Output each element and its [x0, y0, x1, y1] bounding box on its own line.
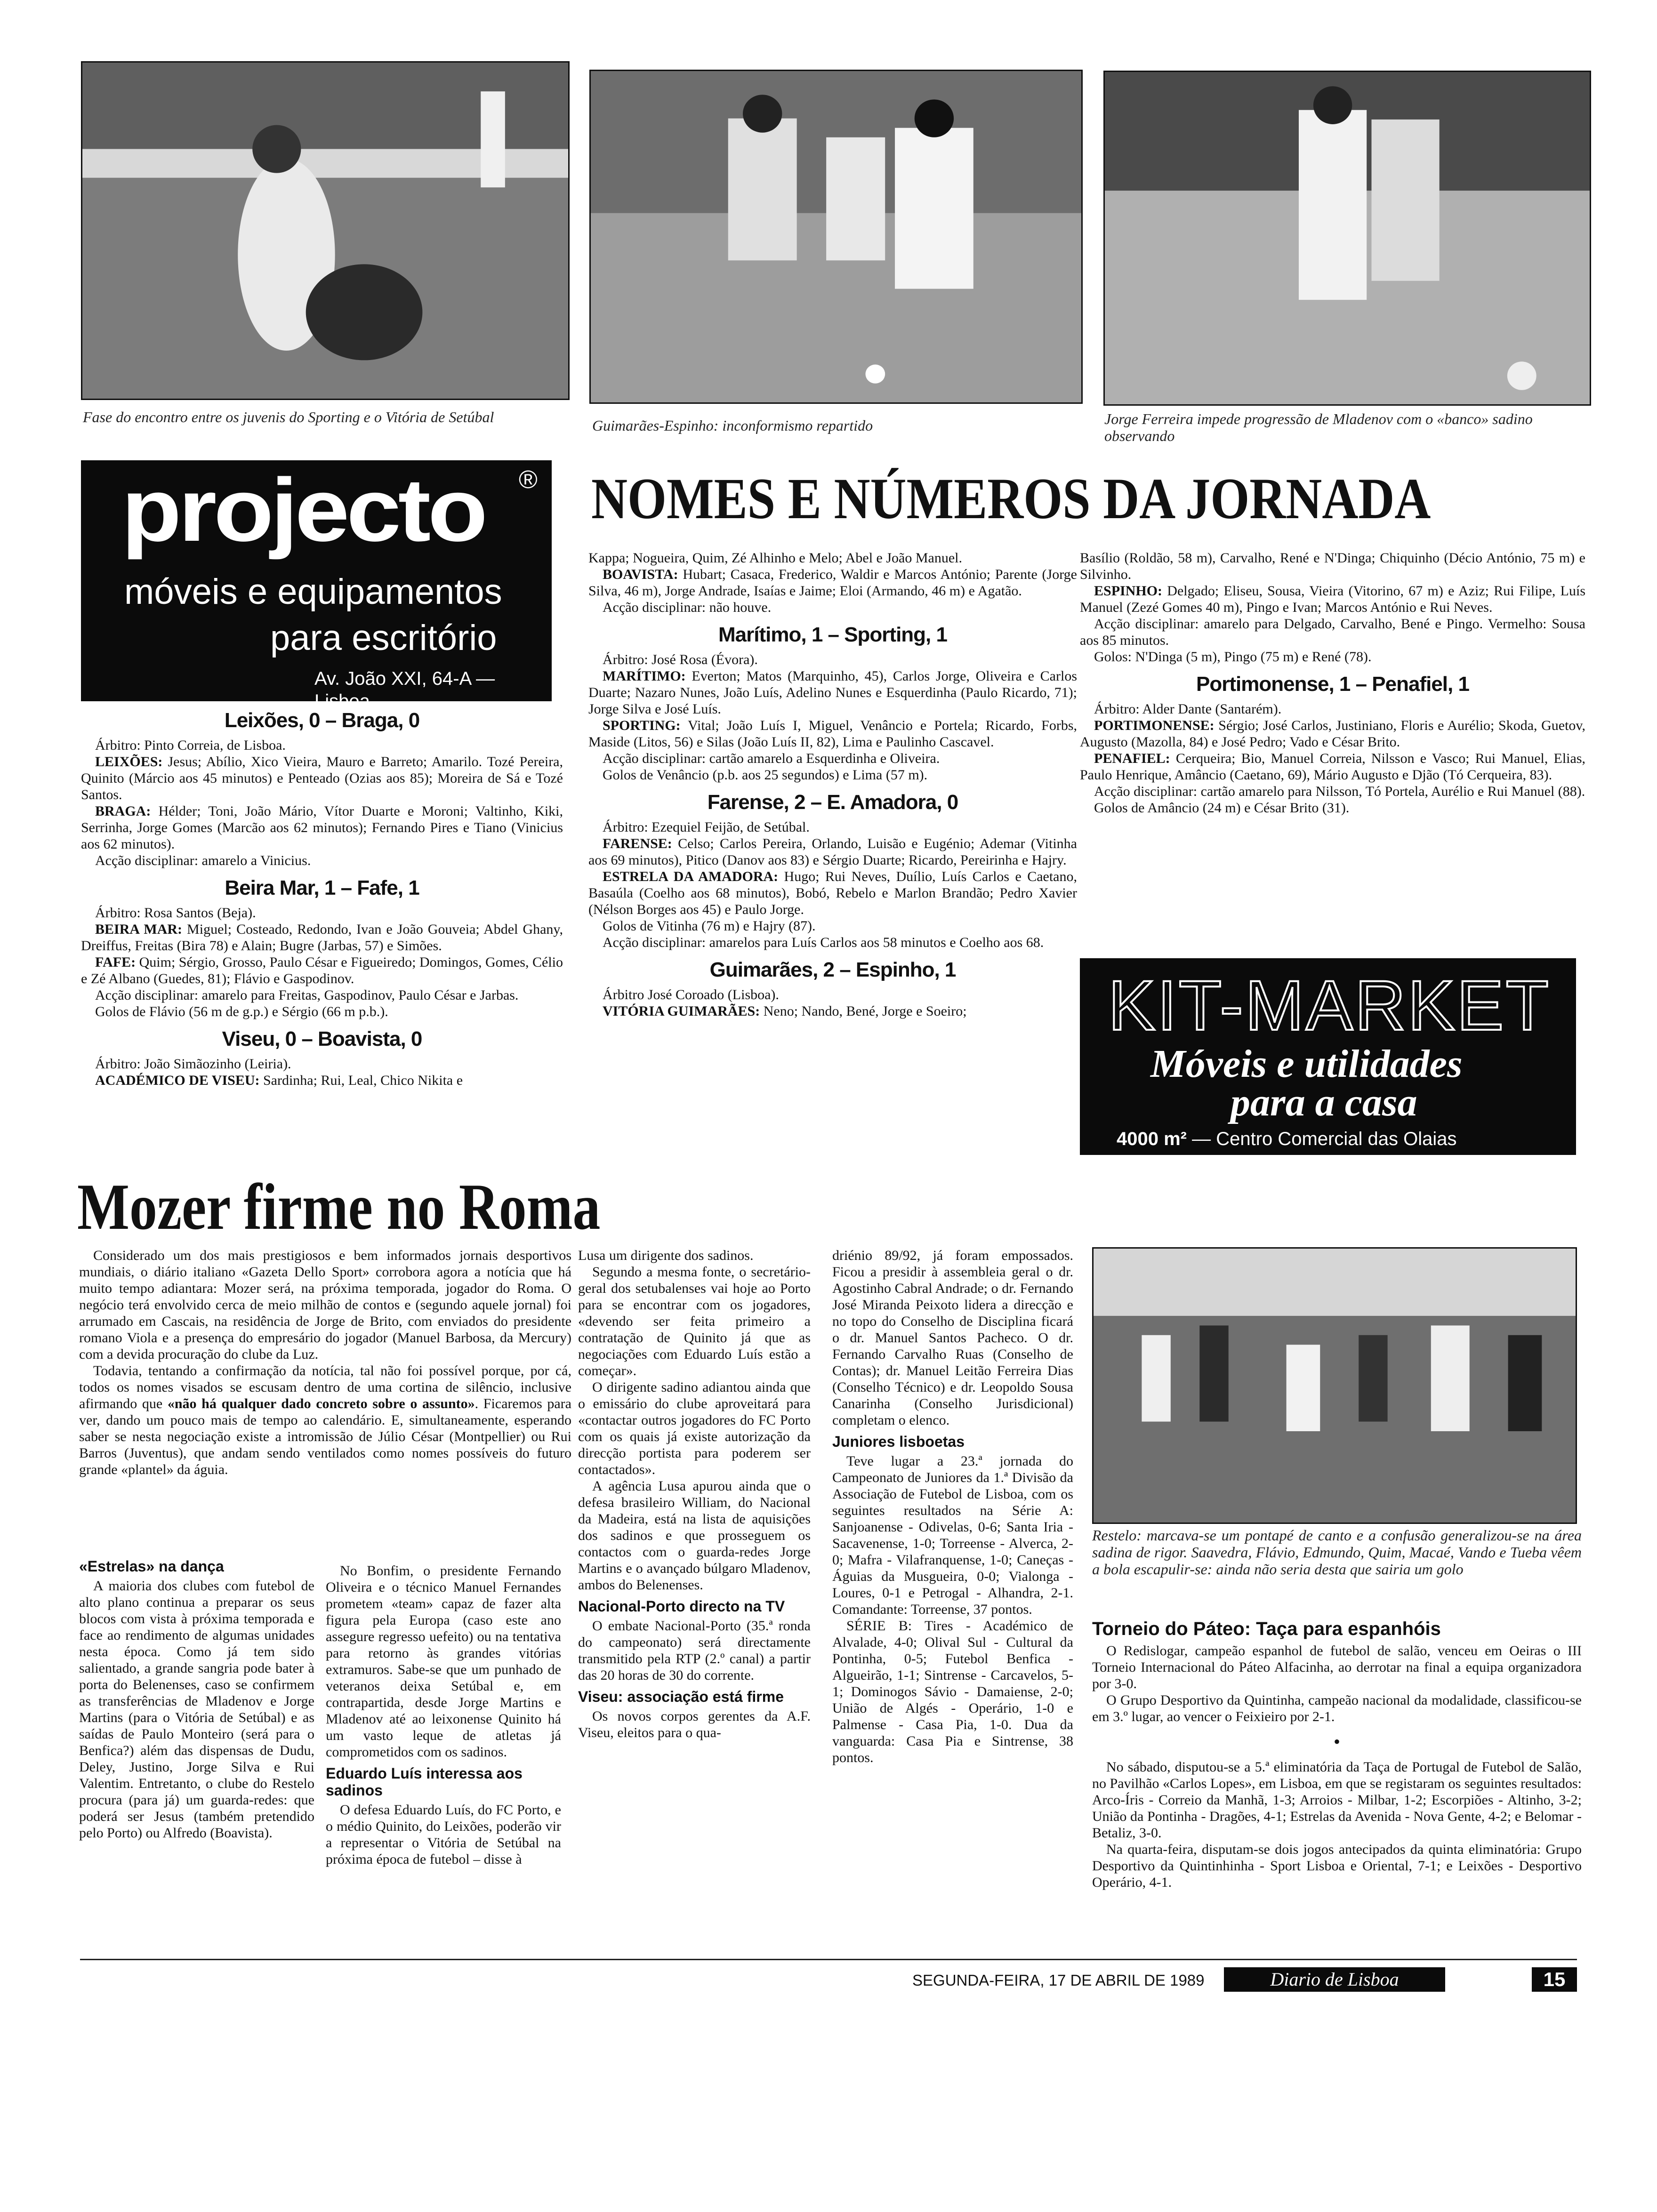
pateo-head: Torneio do Páteo: Taça para espanhóis — [1092, 1619, 1441, 1639]
match-maritimo-sporting: Marítimo, 1 – Sporting, 1 — [718, 623, 947, 646]
match-farense-amadora: Farense, 2 – E. Amadora, 0 — [707, 791, 958, 814]
nacional-head: Nacional-Porto directo na TV — [578, 1598, 785, 1615]
match-guimaraes-espinho: Guimarães, 2 – Espinho, 1 — [709, 958, 956, 981]
lineup-continued: Basílio (Roldão, 58 m), Carvalho, René e N'Dinga; Chiquinho (Décio António, 75 m) e Silvinho. — [1080, 550, 1585, 582]
estrelas-head: «Estrelas» na dança — [79, 1558, 224, 1575]
team-lineup: ESPINHO: Delgado; Eliseu, Sousa, Vieira (Vitorino, 67 m) e Aziz; Rui Filipe, Luís Manuel (Zezé Gomes 40 m), Pingo e Ivan; Marcos António e Rui Neves. — [1080, 583, 1585, 615]
eduardo-head: Eduardo Luís interessa aos sadinos — [326, 1765, 523, 1799]
ad-projecto-line2: para escritório — [270, 618, 497, 658]
photo-restelo — [1092, 1247, 1577, 1524]
mozer-col-a: «Estrelas» na dança A maioria dos clubes com futebol de alto plano continua a preparar os seus blocos com vista à próxima temporada e face ao rendimento de algumas unidades nesta época. Como já tem sido salientado, a grande sangria pode bater à porta do Belenenses, caso se confirmem as transferências de Mladenov e Jorge Martins (para o Vitória de Setúbal) e as saídas de Paulo Monteiro (será para o Benfica?) além das dispensas de Dudu, Deley, Justino, Jorge Silva e Rui Valentim. Entretanto, o clube do Restelo procura (para já) um guarda-redes: que poderá ser Jesus (também pretendido pelo Porto) ou Alfredo (Boavista). — [79, 1558, 314, 1841]
referee: Árbitro José Coroado (Lisboa). — [603, 987, 779, 1002]
team-lineup: LEIXÕES: Jesus; Abílio, Xico Vieira, Mauro e Barreto; Amarilo. Tozé Pereira, Quinito (Márcio aos 45 minutos) e Penteado (Ozias aos 85); Moreira de Sá e Tozé Santos. — [81, 754, 563, 802]
footer-rule — [80, 1959, 1577, 1960]
goals: Golos de Flávio (56 m de g.p.) e Sérgio (66 m p.b.). — [95, 1004, 388, 1019]
footer-paper: Diario de Lisboa — [1224, 1967, 1445, 1992]
team-lineup: PORTIMONENSE: Sérgio; José Carlos, Justiniano, Floris e Aurélio; Skoda, Guetov, Augusto (Mazolla, 84) e José Pedro; Vado e César Brito. — [1080, 718, 1585, 750]
team-lineup: ACADÉMICO DE VISEU: Sardinha; Rui, Leal, Chico Nikita e — [95, 1073, 463, 1088]
ad-kit-logo: KIT-MARKET — [1108, 966, 1551, 1045]
mozer-col-b: No Bonfim, o presidente Fernando Oliveira e o técnico Manuel Fernandes prometem «team» capaz de fazer alta figura pela Europa (caso este ano assegure regresso uefeito) ou na tentativa para retorno às grandes vitórias extramuros. Sabe-se que um punhado de veteranos deixa Setúbal e, em contrapartida, desde Jorge Martins e Mladenov até ao leixonense Quinito há um vasto leque de atletas já comprometidos com os sadinos. Eduardo Luís interessa aos sadinos O defesa Eduardo Luís, do FC Porto, e o médio Quinito, do Leixões, poderão vir a representar o Vitória de Setúbal na próxima época de futebol – disse à — [326, 1563, 561, 1867]
team-lineup: FAFE: Quim; Sérgio, Grosso, Paulo César e Figueiredo; Domingos, Gomes, Célio e Zé Albano (Guedes, 81); Flávio e Gaspodinov. — [81, 954, 563, 986]
photo-caption-2: Guimarães-Espinho: inconformismo repartido — [592, 417, 873, 434]
ad-kit-tagline-1: Móveis e utilidades — [1150, 1042, 1463, 1086]
photo-caption-restelo: Restelo: marcava-se um pontapé de canto e a confusão generalizou-se na área sadina de rigor. Saavedra, Flávio, Edmundo, Quim, Macaé, Vando e Tueba vêem a bola escapulir-se: ainda não seria desta que sairia um golo — [1092, 1527, 1582, 1578]
match-portimonense-penafiel: Portimonense, 1 – Penafiel, 1 — [1196, 673, 1469, 696]
team-lineup: VITÓRIA GUIMARÃES: Neno; Nando, Bené, Jorge e Soeiro; — [603, 1003, 967, 1019]
photo-guimaraes-espinho — [589, 70, 1083, 404]
team-lineup: PENAFIEL: Cerqueira; Bio, Manuel Correia, Nilsson e Vasco; Rui Manuel, Elias, Paulo Henrique, Amâncio (Caetano, 69), Mário Augusto e Djão (Tó Cerqueira, 83). — [1080, 751, 1585, 783]
ad-projecto-logo: projecto — [121, 460, 485, 560]
match-viseu-boavista: Viseu, 0 – Boavista, 0 — [222, 1027, 422, 1050]
discipline: Acção disciplinar: não houve. — [603, 600, 772, 615]
team-lineup: FARENSE: Celso; Carlos Pereira, Orlando, Luisão e Eugénio; Ademar (Vitinha aos 69 minutos), Pitico (Danov aos 83) e Sérgio Duarte; Ricardo, Pereirinha e Hajry. — [588, 836, 1077, 868]
match-leixoes-braga: Leixões, 0 – Braga, 0 — [224, 709, 420, 732]
photo-jorge-ferreira — [1103, 71, 1591, 406]
discipline: Acção disciplinar: amarelo a Vinicius. — [95, 853, 311, 868]
ad-kit-footer: 4000 m² — Centro Comercial das Olaias — [1117, 1129, 1457, 1149]
ad-projecto-reg: ® — [519, 465, 538, 494]
juniores-head: Juniores lisboetas — [832, 1433, 965, 1450]
photo-juvenis — [81, 61, 570, 400]
jornada-headline: NOMES E NÚMEROS DA JORNADA — [591, 466, 1431, 531]
referee: Árbitro: Pinto Correia, de Lisboa. — [95, 737, 286, 753]
jornada-col-2 — [588, 550, 1077, 1019]
footer-page-number: 15 — [1532, 1967, 1577, 1992]
ad-projecto — [81, 460, 552, 712]
discipline: Acção disciplinar: cartão amarelo a Esquerdinha e Oliveira. — [603, 751, 940, 766]
referee: Árbitro: Alder Dante (Santarém). — [1094, 701, 1282, 717]
goals: Golos de Vitinha (76 m) e Hajry (87). — [603, 918, 816, 934]
bullet: • — [1333, 1731, 1340, 1752]
mozer-col-d: driénio 89/92, já foram empossados. Ficou a presidir à assembleia geral o dr. Agostinho Cabral Andrade; o dr. Fernando José Miranda Peixoto lidera a direcção e no topo do Conselho de Disciplina ficará o dr. Manuel Santos Pacheco. O dr. Fernando Carvalho Ruas (Conselho de Contas); dr. Manuel Leitão Ferreira Dias (Conselho Técnico) e dr. Leopoldo Sousa Canarinha (Conselho Jurisdicional) completam o elenco. Juniores lisboetas Teve lugar a 23.ª jornada do Campeonato de Juniores da 1.ª Divisão da Associação de Futebol de Lisboa, com os seguintes resultados na Série A: Sanjoanense - Odivelas, 0-6; Santa Iria - Sacavenense, 1-0; Torreense - Alverca, 2-0; Mafra - Vilafranquense, 1-0; Caneças - Águias da Musgueira, 0-0; Vialonga - Loures, 0-1 e Petrogal - Alhandra, 2-1. Comandante: Torreense, 37 pontos. SÉRIE B: Tires - Académico de Alvalade, 4-0; Olival Sul - Cultural da Pontinha, 0-5; Futebol Benfica - Algueirão, 1-1; Sintrense - Carcavelos, 5-1; Dominogos Sávio - Damaiense, 2-0; União de Algés - Operário, 1-0 e Palmense - Casa Pia, 1-0. Dua da vanguarda: Casa Pia e Sintrense, 38 pontos. — [832, 1248, 1073, 1765]
ad-projecto-line1: móveis e equipamentos — [124, 572, 502, 612]
mozer-intro: Considerado um dos mais prestigiosos e bem informados jornais desportivos mundiais, o diário italiano «Gazeta Dello Sport» corrobora agora a notícia que há muito tempo adiantara: Mozer será, na próxima temporada, jogador do Roma. O negócio terá envolvido cerca de meio milhão de contos e (segundo aquele jornal) foi arrumado em Cascais, na residência de Jorge de Brito, com enviados do presidente romano Viola e a presença do empresário do jogador (Manuel Barbosa, da Mercury) com a devida procuração do clube da Luz. Todavia, tentando a confirmação da notícia, tal não foi possível porque, por cá, todos os nomes visados se escusam dentro de uma cortina de silêncio, inclusive afirmando que «não há qualquer dado concreto sobre o assunto». Ficaremos para ver, dando um pouco mais de tempo ao calendário. E, simultaneamente, esperando saber se nesta negociação existe a intromissão de Júlio César (Montpellier) ou Rui Barros (Juventus), que andam sendo ventilados como nomes possíveis do futuro grande «plantel» da águia. — [79, 1248, 571, 1477]
lineup-continued: Kappa; Nogueira, Quim, Zé Alhinho e Melo; Abel e João Manuel. — [588, 550, 962, 566]
ad-kit-market — [1080, 958, 1576, 1155]
footer-date: SEGUNDA-FEIRA, 17 DE ABRIL DE 1989 — [912, 1972, 1205, 1989]
referee: Árbitro: Rosa Santos (Beja). — [95, 905, 256, 921]
photo-caption-3: Jorge Ferreira impede progressão de Mladenov com o «banco» sadino observando — [1104, 410, 1533, 444]
team-lineup: SPORTING: Vital; João Luís I, Miguel, Venâncio e Portela; Ricardo, Forbs, Maside (Litos, 56) e Silas (João Luís II, 82), Lima e Paulinho Cascavel. — [588, 718, 1077, 750]
mozer-headline: Mozer firme no Roma — [77, 1170, 601, 1243]
team-lineup: ESTRELA DA AMADORA: Hugo; Rui Neves, Duílio, Luís Carlos e Caetano, Basaúla (Coelho aos 68 minutos), Bobó, Rebelo e Marlon Brandão; Pedro Xavier (Nélson Borges aos 45) e Paulo Jorge. — [588, 869, 1077, 917]
match-beira-fafe: Beira Mar, 1 – Fafe, 1 — [225, 876, 419, 899]
team-lineup: MARÍTIMO: Everton; Matos (Marquinho, 45), Carlos Jorge, Oliveira e Carlos Duarte; Nazaro Nunes, João Luís, Adelino Nunes e Esquerdinha (Paulo Ricardo, 71); Jorge Silva e José Luís. — [588, 668, 1077, 717]
viseu-head: Viseu: associação está firme — [578, 1688, 784, 1705]
goals: Golos de Amâncio (24 m) e César Brito (31). — [1094, 800, 1350, 816]
jornada-col-3 — [1080, 550, 1585, 816]
mozer-col-c: Lusa um dirigente dos sadinos. Segundo a mesma fonte, o secretário-geral dos setubalenses vai hoje ao Porto para se encontrar com os jogadores, «devendo ser feita primeiro a contratação de Quinito já que as negociações com Eduardo Luís estão a começar». O dirigente sadino adiantou ainda que o emissário do clube aproveitará para «contactar outros jogadores do FC Porto com os quais já existe autorização da direcção portista para poderem ser contactados». A agência Lusa apurou ainda que o defesa brasileiro William, do Nacional da Madeira, está na lista de aquisições dos sadinos e que prosseguem os contactos com o guarda-redes Jorge Martins e o avançado búlgaro Mladenov, ambos do Belenenses. Nacional-Porto directo na TV O embate Nacional-Porto (35.ª ronda do campeonato) será directamente transmitido pela RTP (2.º canal) a partir das 20 horas de 30 do corrente. Viseu: associação está firme Os novos corpos gerentes da A.F. Viseu, eleitos para o qua- — [578, 1248, 811, 1740]
discipline: Acção disciplinar: amarelo para Freitas, Gaspodinov, Paulo César e Jarbas. — [95, 987, 519, 1003]
referee: Árbitro: Ezequiel Feijão, de Setúbal. — [603, 819, 810, 835]
referee: Árbitro: José Rosa (Évora). — [603, 652, 758, 667]
photo-caption-1: Fase do encontro entre os juvenis do Sporting e o Vitória de Setúbal — [83, 409, 494, 425]
discipline: Acção disciplinar: cartão amarelo para Nilsson, Tó Portela, Aurélio e Rui Manuel (88). — [1094, 784, 1585, 799]
goals: Golos de Venâncio (p.b. aos 25 segundos) e Lima (57 m). — [603, 767, 928, 783]
team-lineup: BRAGA: Hélder; Toni, João Mário, Vítor Duarte e Moroni; Valtinho, Kiki, Serrinha, Jorge Gomes (Marcão aos 62 minutos); Fernando Pires e Tiano (Vinicius aos 62 minutos). — [81, 803, 563, 852]
pateo-article: Torneio do Páteo: Taça para espanhóis O Redislogar, campeão espanhol de futebol de salão, venceu em Oeiras o III Torneio Internacional do Páteo Alfacinha, ao derrotar na final a equipa organizadora por 3-0. O Grupo Desportivo da Quintinha, campeão nacional da modalidade, classificou-se em 3.º lugar, ao vencer o Feixieiro por 2-1. • No sábado, disputou-se a 5.ª eliminatória da Taça de Portugal de Futebol de Salão, no Pavilhão «Carlos Lopes», em Lisboa, em que se registaram os seguintes resultados: Arco-Íris - Correio da Manhã, 1-3; Arroios - Milbar, 1-2; Escorpiões - Altinho, 3-2; União da Pontinha - Dragões, 4-1; Estrelas da Avenida - Nova Gente, 4-2; e Belomar - Betaliz, 3-0. Na quarta-feira, disputam-se dois jogos antecipados da quinta eliminatória: Grupo Desportivo da Quintinhinha - Sport Lisboa e Oriental, 7-1; e Leixões - Desportivo Operário, 4-1. — [1092, 1619, 1582, 1890]
team-lineup: BEIRA MAR: Miguel; Costeado, Redondo, Ivan e João Gouveia; Abdel Ghany, Dreiffus, Freitas (Bira 78) e Alain; Bugre (Jarbas, 57) e Simões. — [81, 922, 563, 954]
team-lineup: BOAVISTA: Hubart; Casaca, Frederico, Waldir e Marcos António; Parente (Jorge Silva, 46 m), Jorge Andrade, Isaías e Jaime; Eloi (Armando, 46 m) e Agatão. — [588, 567, 1077, 599]
jornada-col-1 — [81, 708, 563, 1089]
discipline: Acção disciplinar: amarelos para Luís Carlos aos 58 minutos e Coelho aos 68. — [603, 935, 1044, 950]
discipline: Acção disciplinar: amarelo para Delgado, Carvalho, Bené e Pingo. Vermelho: Sousa aos 85 minutos. — [1080, 616, 1585, 648]
ad-projecto-address: Av. João XXI, 64-A — Lisboa — [314, 668, 495, 712]
referee: Árbitro: João Simãozinho (Leiria). — [95, 1056, 291, 1072]
goals: Golos: N'Dinga (5 m), Pingo (75 m) e René (78). — [1094, 649, 1372, 665]
ad-kit-tagline-2: para a casa — [1231, 1081, 1417, 1124]
